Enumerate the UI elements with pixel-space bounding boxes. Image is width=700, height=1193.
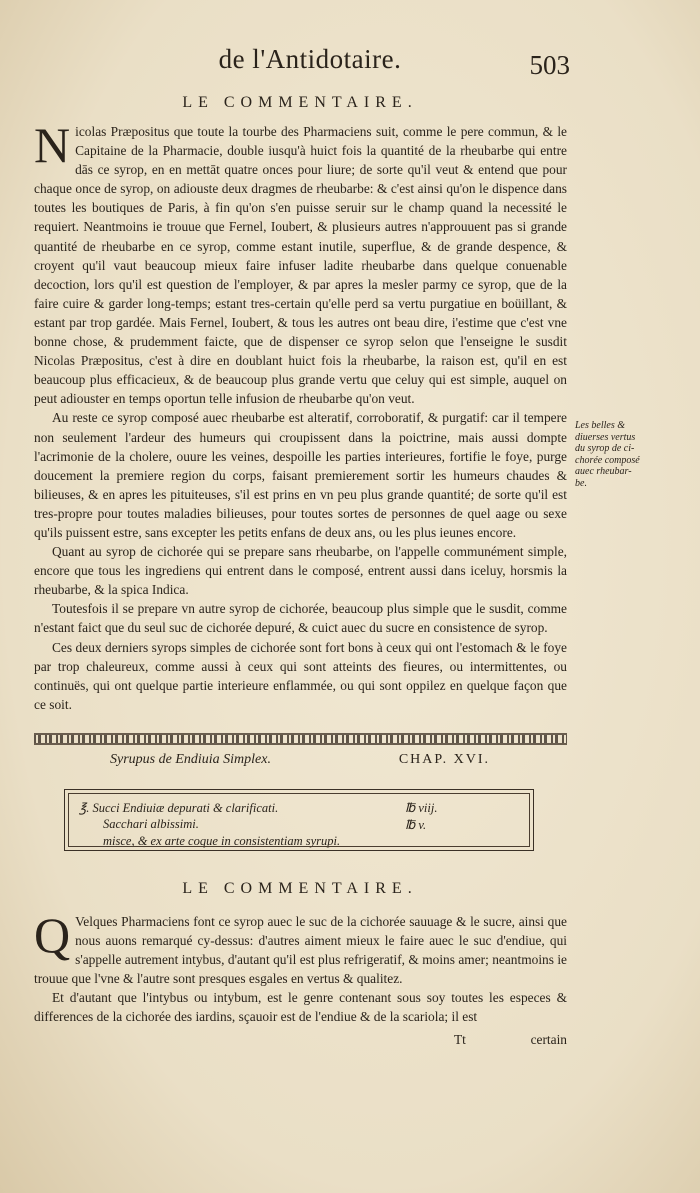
chapter-title: Syrupus de Endiuia Simplex. bbox=[110, 752, 271, 767]
drop-capital: N bbox=[34, 117, 71, 173]
recipe-ingredient: ℥. Succi Endiuiæ depurati & clarificati. bbox=[79, 801, 279, 815]
chapter-number: CHAP. XVI. bbox=[398, 752, 490, 767]
signature-mark: Tt bbox=[454, 1032, 466, 1047]
paragraph: Nicolas Præpositus que toute la tourbe des Pharmaciens suit, comme le pere commun, & le Capitaine de la Pharmacie, double iusqu'à huict fois la quantité de la rheubarbe qui entre dās ce syrop, en en mettāt quatre onces pour liure; de sorte qu'il veut & entend que pour chaque once de syrop, on adiouste deux dragmes de rheubarbe: & c'est ainsi qu'on le dispence dans toutes les boutiques de Paris, à fin qu'on s'en puisse seruir sur le champ quand la necessité le requiert. Neantmoins ie trouue que Fernel, Ioubert, & plusieurs autres n'approuuent pas si grande quantité de rheubarbe en ce syrop, comme estant inutile, superflue, & de grande despence, & croyent qu'il vaut beaucoup mieux faire infuser ladite rheubarbe dans quelque conuenable decoction, lors qu'il est question de l'employer, & par apres la mesler parmy ce syrop, que de la faire cuire & garder long-temps; estant tres-certain qu'elle perd sa vertu purgatiue en boüillant, & estant par trop gardée. Mais Fernel, Ioubert, & tous les autres ont beau dire, i'estime que c'est vne bonne chose, & prudemment faicte, que de dispenser ce syrop selon que l'enseigne le susdit Nicolas Præpositus, c'est à dire en doublant huict fois la rheubarbe, la raison est, qu'il en est beaucoup plus efficacieux, & de beaucoup plus grande vertu que celuy qui est simple, auquel on peut adiouster en temps oportun telle infusion de rheubarbe qu'on veut. bbox=[34, 117, 567, 407]
recipe-ingredient: Sacchari albissimi. bbox=[103, 817, 199, 831]
paragraph: Toutesfois il se prepare vn autre syrop de cichorée, beaucoup plus simple que le susdit, comme n'estant faict que du seul suc de cichorée depuré, & cuict auec du sucre en consistence de syrop. bbox=[34, 601, 567, 636]
paragraph: Et d'autant que l'intybus ou intybum, est le genre contenant sous soy toutes les especes & differences de la cichorée des iardins, sçauoir est de l'endiue & de la scariola; il est bbox=[34, 990, 567, 1025]
drop-capital: Q bbox=[34, 907, 71, 963]
paragraph: Au reste ce syrop composé auec rheubarbe est alteratif, corroboratif, & purgatif: car il tempere non seulement l'ardeur des humeurs qui croupissent dans la poictrine, mais aussi dompte l'acrimonie de la cholere, ouure les veines, despoille les parties interieures, fortifie le foye, purge doucement la premiere region du corps, faisant premierement sortir les humeurs chaudes & bilieuses, & en apres les pituiteuses, s'il est prins en vn peu plus grande quantité; de sorte qu'il est tres-propre pour toutes maladies bilieuses, pour toutes sortes de personnes de quel aage ou sexe qu'ils puissent estre, sans excepter les petits enfans de deux ans, ou les plus ieunes encore. bbox=[34, 410, 567, 540]
ornamental-divider bbox=[34, 733, 567, 745]
commentary-heading: LE COMMENTAIRE. bbox=[182, 880, 418, 897]
commentary-text-1 bbox=[34, 117, 567, 714]
running-title: de l'Antidotaire. bbox=[218, 44, 402, 74]
recipe-quantity: ℔ v. bbox=[405, 818, 427, 832]
page-footer bbox=[34, 1032, 567, 1050]
chapter-heading bbox=[110, 752, 490, 768]
paragraph: Ces deux derniers syrops simples de cichorée sont fort bons à ceux qui ont l'estomach & le foye par trop chaleureux, comme aussi à ceux qui sont atteints des fieures, ou intermittentes, ou continuës, qui ont quelque partie interieure enflammée, ou qui sont oppilez en quelque façon que ce soit. bbox=[34, 639, 567, 712]
recipe-box bbox=[64, 789, 534, 851]
recipe-instruction: misce, & ex arte coque in consistentiam syrupi. bbox=[103, 834, 341, 848]
marginal-note: Les belles & diuerses vertus du syrop de ci- chorée composé auec rheubar- be. bbox=[575, 420, 640, 489]
commentary-heading: LE COMMENTAIRE. bbox=[182, 94, 418, 111]
paragraph: Quant au syrop de cichorée qui se prepare sans rheubarbe, on l'appelle communément simple, encore que tous les ingrediens qui entrent dans le composé, entrent aussi dans iceluy, horsmis la rheubarbe, & la spica Indica. bbox=[34, 544, 567, 598]
commentary-text-2 bbox=[34, 907, 567, 1027]
catchword: certain bbox=[530, 1032, 567, 1047]
page-number: 503 bbox=[529, 50, 570, 80]
recipe-quantity: ℔ viij. bbox=[405, 801, 438, 815]
paragraph: Q Velques Pharmaciens font ce syrop auec le suc de la cichorée sauuage & le sucre, ainsi que nous auons remarqué cy-dessus: d'autres aiment mieux le faire auec le suc d'endiue, qui s'appelle autrement intybus, d'autant qu'il est plus refrigeratif, & moins amer; neantmoins ie trouue que l'vne & l'autre sont presques esgales en vertus & qualitez. bbox=[34, 907, 567, 987]
